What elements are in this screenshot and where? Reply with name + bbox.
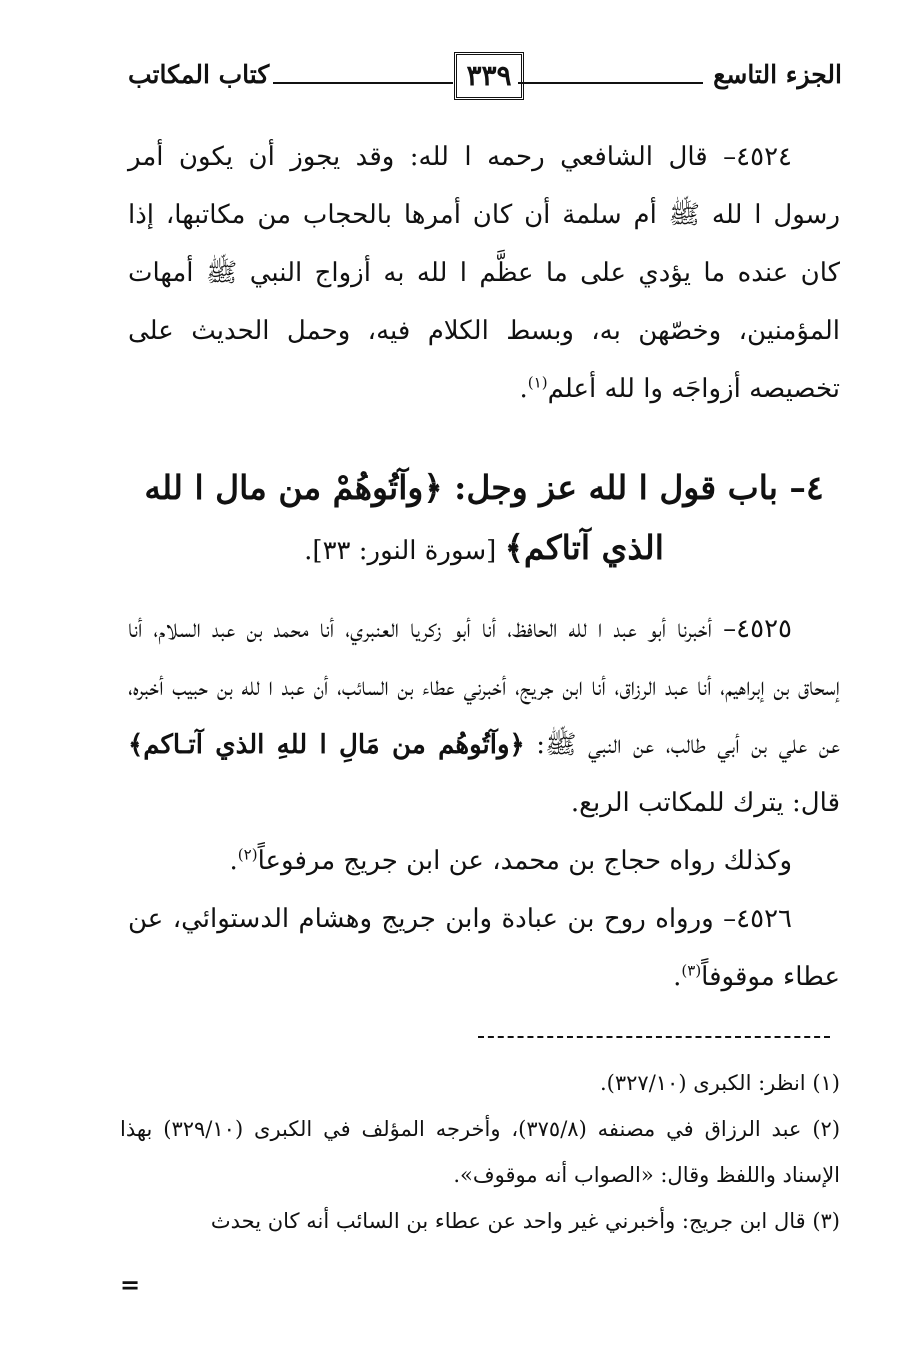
- paragraph-text: ٤٥٢٤– قال الشافعي رحمه ا لله: وقد يجوز أن يكون أمر رسول ا لله ﷺ أم سلمة أن كان أمرها بالحجاب من مكاتبها، إذا كان عنده ما يؤدي على ما عظَّم ا لله به أزواج النبي ﷺ أمهات المؤمنين، وخصّهن به، وبسط الكلام فيه، وحمل الحديث على تخصيصه أزواجَه وا لله أعلم: [128, 142, 840, 404]
- footnote-2: (٢) عبد الرزاق في مصنفه (٣٧٥/٨)، وأخرجه المؤلف في الكبرى (٣٢٩/١٠) بهذا الإسناد واللفظ وقال: «الصواب أنه موقوف».: [120, 1117, 841, 1187]
- paragraph-end: .: [519, 374, 528, 404]
- chapter-heading: [128, 458, 840, 581]
- footnote-ref-1: (١): [527, 373, 548, 392]
- footnote-ref-2: (٢): [237, 845, 258, 864]
- riwaya-end: .: [229, 846, 238, 876]
- footnote-separator: [478, 1036, 830, 1038]
- surah-reference: [سورة النور: ٣٣].: [304, 536, 505, 566]
- book-title: كتاب المكاتب: [128, 60, 270, 89]
- footnote-3: (٣) قال ابن جريج: وأخبرني غير واحد عن عطاء بن السائب أنه كان يحدث: [210, 1209, 840, 1233]
- paragraph-4525: [128, 600, 840, 1006]
- chapter-title: ٤– باب قول ا لله عز وجل: ﴿وآتُوهُمْ من مال ا لله الذي آتاكم﴾: [144, 468, 824, 567]
- continuation-mark: =: [120, 1270, 141, 1299]
- paragraph-4526-end: .: [673, 962, 682, 992]
- header-rule-left: [273, 82, 453, 84]
- volume-title: الجزء التاسع: [713, 60, 842, 89]
- paragraph-text: ٤٥٢٥– أخبرنا أبو عبد ا لله الحافظ، أنا أبو زكريا العنبري، أنا محمد بن عبد السلام، أنا إسحاق بن إبراهيم، أنا عبد الرزاق، أنا ابن جريج، أخبرني عطاء بن السائب، أن عبد ا لله بن حبيب أخبره، عن علي بن أبي طالب، عن النبي ﷺ:: [128, 614, 841, 760]
- paragraph-4526-text: ٤٥٢٦– ورواه روح بن عبادة وابن جريج وهشام الدستوائي، عن عطاء موقوفاً: [128, 904, 840, 992]
- header-rule-right: [518, 82, 703, 84]
- page-header: [128, 52, 842, 100]
- footnote-ref-3: (٣): [681, 961, 702, 980]
- riwaya-text: وكذلك رواه حجاج بن محمد، عن ابن جريج مرفوعاً: [257, 846, 792, 876]
- quran-quote: ﴿وآتُوهُم من مَالِ ا للهِ الذي آتـاكم﴾: [128, 730, 525, 760]
- paragraph-4524: [128, 128, 840, 418]
- footnote-1: (١) انظر: الكبرى (٣٢٧/١٠).: [599, 1071, 840, 1095]
- page-number: ٣٣٩: [454, 52, 524, 100]
- paragraph-text-after: قال: يترك للمكاتب الربع.: [570, 788, 840, 818]
- footnotes: [120, 1060, 840, 1244]
